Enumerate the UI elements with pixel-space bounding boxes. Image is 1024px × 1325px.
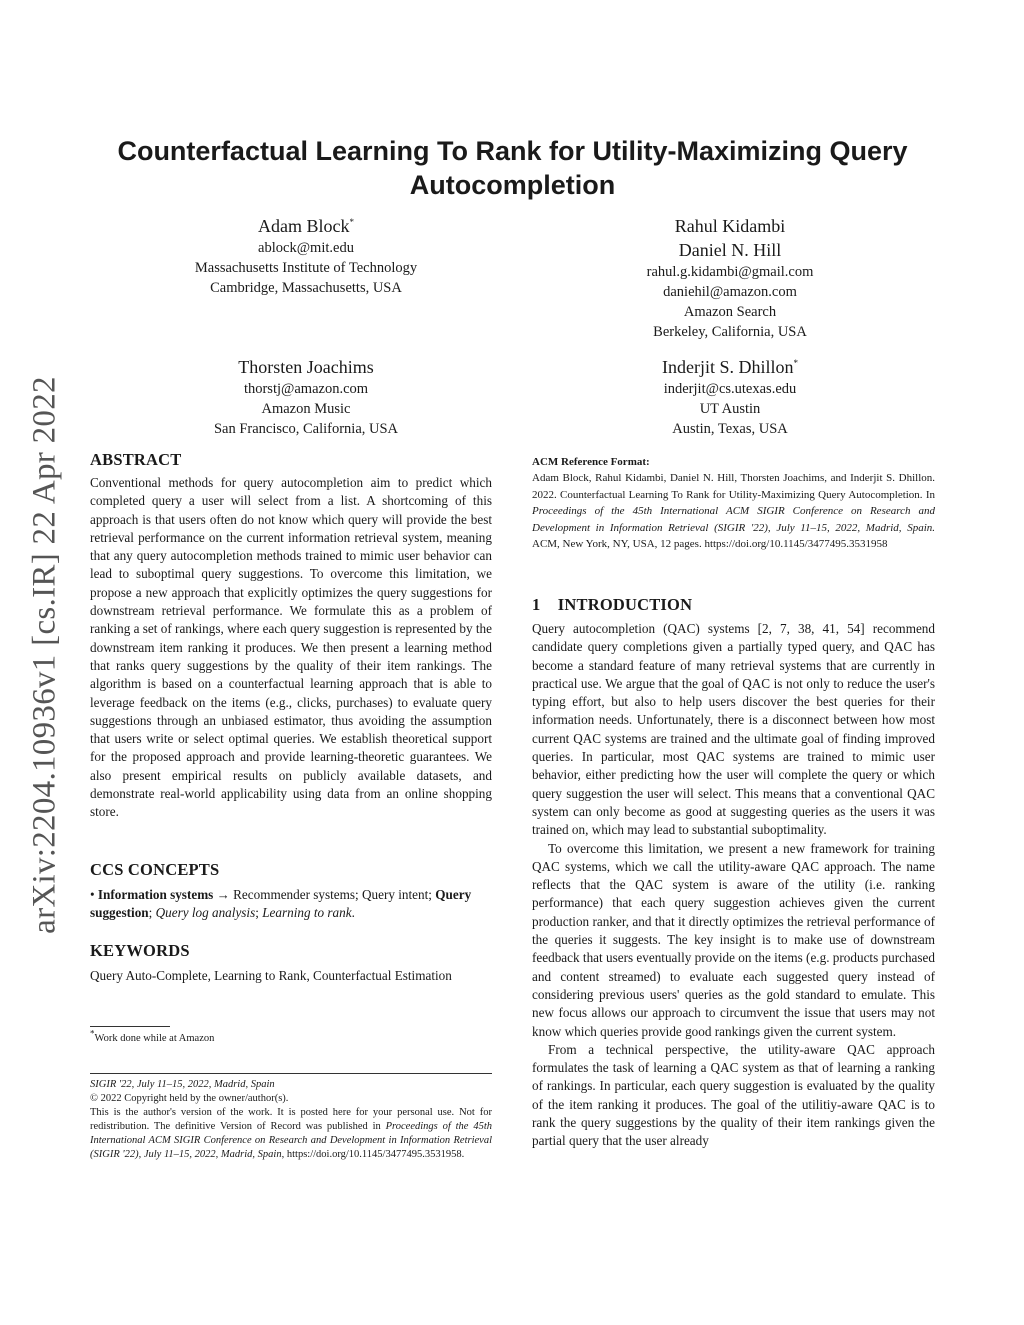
author-block-2 [560,214,900,342]
ccs-sep: ; [255,905,263,921]
ccs-term-2: Query suggestion [90,887,472,921]
keywords-heading: KEYWORDS [90,941,190,960]
acm-ref-b: ACM, New York, NY, USA, 12 pages. https://doi.org/10.1145/3477495.3531958 [532,538,888,551]
copyright-rule [90,1073,492,1074]
author-affiliation: Amazon Music [261,401,351,417]
author-name: Thorsten Joachims [238,357,374,377]
keywords-text: Query Auto-Complete, Learning to Rank, Counterfactual Estimation [90,968,452,983]
copyright-notice [90,1106,492,1162]
notice-italic: Proceedings of the 45th International ACM SIGIR Conference on Research and Development in Information Retrieval (SIGIR '22), July 11–15, 2022, Madrid, Spain [90,1121,492,1160]
ccs-section [90,860,492,923]
ccs-term-4: Learning to rank [262,905,352,921]
intro-title: INTRODUCTION [557,595,693,614]
ccs-end: . [351,905,355,921]
footnote-mark: * [90,1028,95,1039]
author-block-1 [136,214,476,298]
acm-ref-a: Adam Block, Rahul Kidambi, Daniel N. Hill, Thorsten Joachims, and Inderjit S. Dhillon. 2022. Counterfactual Learning To Rank for Utility-Maximizing Query Autocompletion. In [532,472,935,501]
author-affiliation: Amazon Search [683,304,777,320]
copyright-line: © 2022 Copyright held by the owner/author(s). [90,1093,289,1104]
author-affiliation: UT Austin [699,401,761,417]
author-name: Rahul Kidambi [674,216,786,236]
author-email: ablock@mit.edu [258,240,354,256]
author-block-3 [136,355,476,439]
venue-text: SIGIR '22, July 11–15, 2022, Madrid, Spain [90,1079,275,1090]
intro-paragraph-2: To overcome this limitation, we present a new framework for training QAC systems, which we call the utility-aware QAC approach. The name reflects that the QAC system is aware of the utility (i.e. ranking performance) that each query suggestion achieves given the current production ranker, and that it directly optimizes the retrieval performance of the queries it suggests. The key insight is to make use of downstream feedback that users eventually provide on the items (e.g. products purchased and content streamed) to evaluate each suggested query instead of considering previous users' queries as the gold standard to emulate. This new focus allows our approach to circumvent the issue that users may not know which queries provide good rankings given the current system. [532,840,935,1039]
ccs-heading: CCS CONCEPTS [90,860,220,879]
footnote [90,1028,492,1046]
arxiv-id: arXiv:2204.10936v1 [cs.IR] 22 Apr 2022 [26,376,63,934]
copyright-venue [90,1078,492,1092]
copyright-block [90,1078,492,1162]
author-name: Adam Block [258,216,350,236]
abstract-text: Conventional methods for query autocompletion aim to predict which completed query a user will select from a list. A shortcoming of this approach is that users often do not know which query will provide the best retrieval performance on the current information retrieval system, meaning that any query autocompletion methods trained to mimic user behavior can lead to suboptimal query suggestions. To overcome this limitation, we propose a new approach that explicitly optimizes the query suggestions for downstream retrieval performance. We formulate this as a problem of ranking a set of rankings, where each query suggestion is represented by the downstream item ranking it produces. We then present a learning method that ranks query suggestions by the quality of their item rankings. The algorithm is based on a counterfactual learning approach that is able to leverage feedback on the items (e.g., clicks, purchases) to evaluate query suggestions through an unbiased estimator, thus avoiding the assumption that users write or select optimal queries. We establish theoretical support for the proposed approach and provide learning-theoretic guarantees. We also present empirical results on publicly available datasets, and demonstrate real-world applicability using data from an online shopping store. [90,475,492,820]
arxiv-stamp [20,360,70,950]
author-email: daniehil@amazon.com [663,284,797,300]
ccs-term: Information systems [97,887,214,902]
ccs-sep: ; [148,905,156,921]
abstract-section [90,450,492,822]
acm-ref-text [532,470,935,553]
paper-title: Counterfactual Learning To Rank for Utility-Maximizing Query Autocompletion [117,136,908,200]
author-location: Berkeley, California, USA [653,324,807,340]
intro-number: 1 [532,595,541,614]
footnote-text: Work done while at Amazon [94,1033,215,1044]
ccs-bullet: • [90,887,95,902]
intro-section [532,595,935,1151]
acm-reference [532,455,935,553]
notice-end: , https://doi.org/10.1145/3477495.3531958. [281,1149,465,1160]
author-mark: * [349,217,354,227]
author-affiliation: Massachusetts Institute of Technology [194,260,418,276]
author-location: San Francisco, California, USA [213,421,399,437]
ccs-text [90,886,492,923]
author-email: rahul.g.kidambi@gmail.com [646,264,814,280]
intro-paragraph-1: Query autocompletion (QAC) systems [2, 7, 38, 41, 54] recommend candidate query completions given a partially typed query, and QAC has become a standard feature of many retrieval systems that are currently in practical use. We argue that the goal of QAC is not only to reduce the user's typing effort, but also to help users discover the best queries for their information needs. Unfortunately, there is a disconnect between how most current QAC systems are trained and the ultimate goal of finding improved queries. In particular, most QAC systems are trained to mimic user behavior, either predicting how the user will complete the query or which query suggestion the user will select. This means that a conventional QAC system can only become as good at suggesting queries as the users it was trained on, which may lead to substantial suboptimality. [532,621,935,838]
keywords-section [90,941,492,985]
author-block-4 [560,355,900,439]
author-email: inderjit@cs.utexas.edu [663,381,797,397]
author-mark: * [793,358,798,368]
footnote-rule [90,1026,170,1027]
ccs-text-1: Recommender systems; Query intent; [229,887,436,902]
author-location: Austin, Texas, USA [672,421,788,437]
author-email: thorstj@amazon.com [243,381,369,397]
intro-heading [532,595,935,615]
abstract-heading: ABSTRACT [90,450,182,469]
intro-paragraph-3: From a technical perspective, the utility-aware QAC approach formulates the task of learning a QAC system as that of learning a ranking of rankings. In particular, each query suggestion is evaluated by the quality of the item ranking it produces. The goal of the utilitiy-aware QAC is to rank the query suggestions by the quality of their item rankings given the partial query that the user already [532,1041,935,1149]
author-location: Cambridge, Massachusetts, USA [210,280,402,296]
ccs-arrow: → [216,887,230,902]
ccs-term-3: Query log analysis [155,905,256,921]
notice-text: This is the author's version of the work. It is posted here for your personal use. Not for redistribution. The definitive Version of Record was published in [90,1107,492,1132]
acm-ref-italic: Proceedings of the 45th International ACM SIGIR Conference on Research and Development in Information Retrieval (SIGIR '22), July 11–15, 2022, Madrid, Spain. [532,505,935,534]
author-name: Daniel N. Hill [678,240,782,260]
acm-ref-heading: ACM Reference Format: [532,456,650,468]
author-name: Inderjit S. Dhillon [662,357,794,377]
